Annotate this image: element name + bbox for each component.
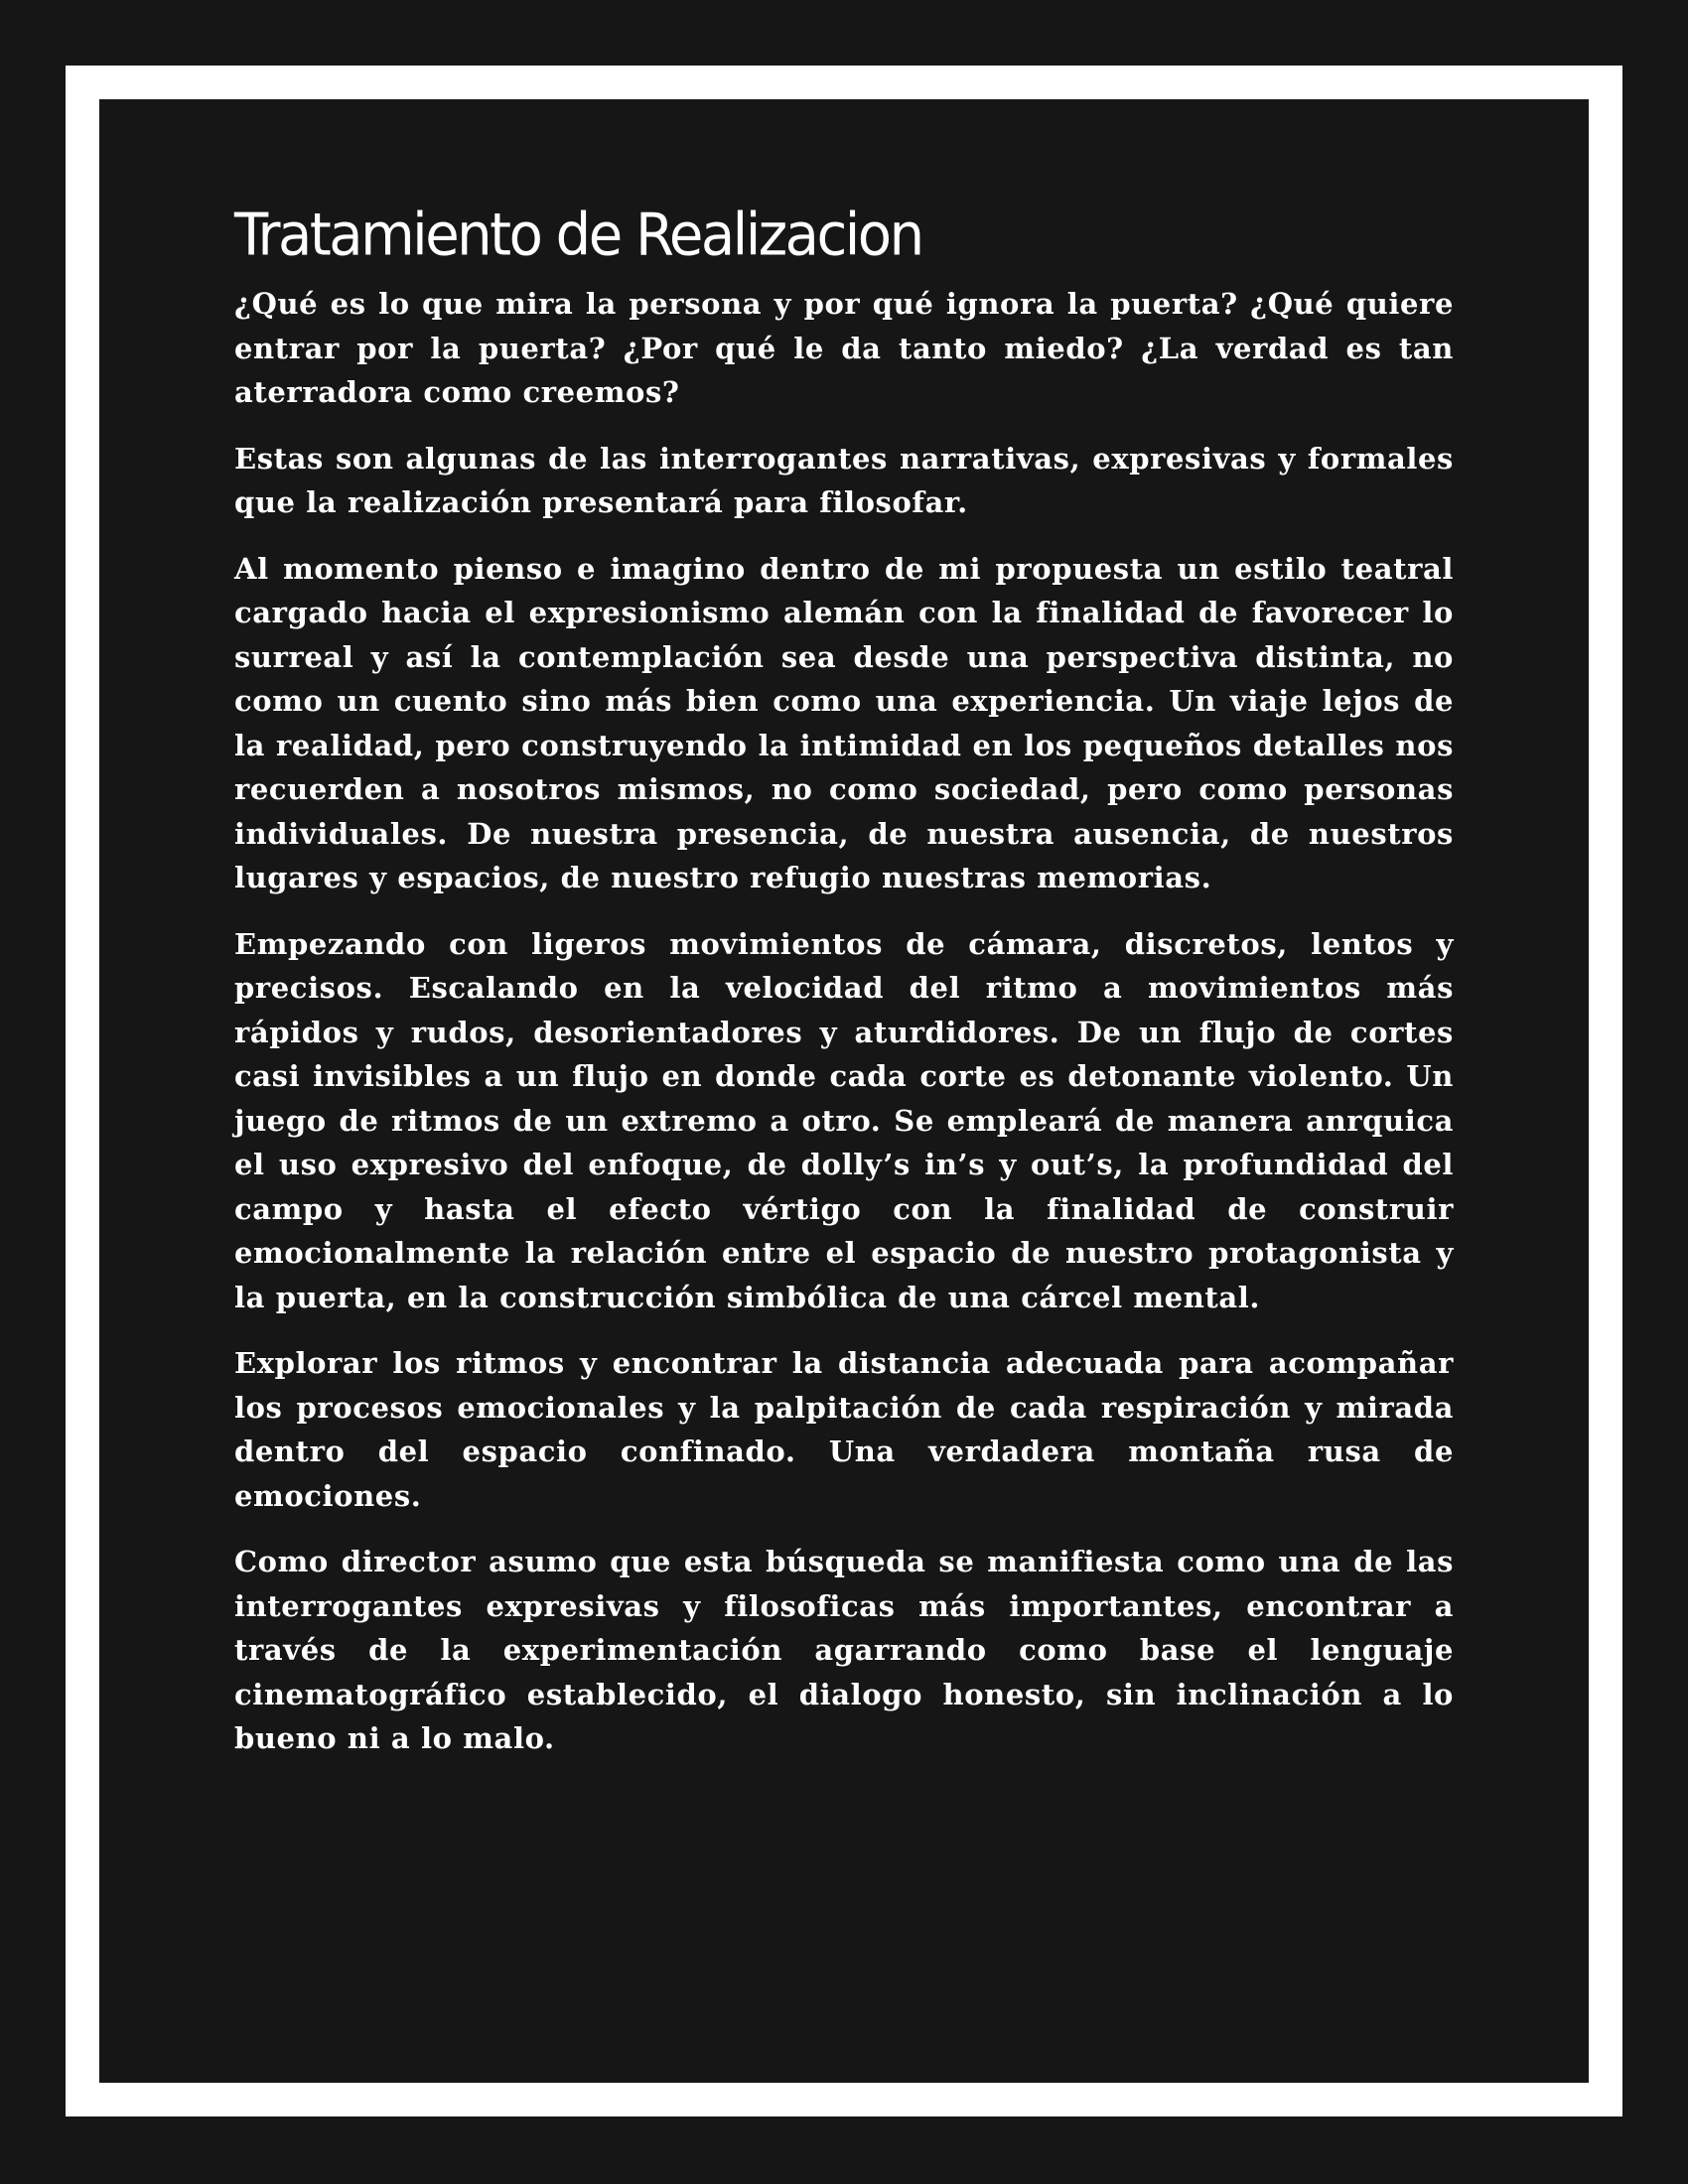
paragraph-movimientos-camara: Empezando con ligeros movimientos de cámara, discretos, lentos y precisos. Escalando en la velocidad del ritmo a movimientos más rápidos y rudos, desorientadores y aturdidores. De un flujo de cortes casi invisibles a un flujo en donde cada corte es detonante violento. Un juego de ritmos de un extremo a otro. Se empleará de manera anrquica el uso expresivo del enfoque, de dolly’s in’s y out’s, la profundidad del campo y hasta el efecto vértigo con la finalidad de construir emocionalmente la relación entre el espacio de nuestro protagonista y la puerta, en la construcción simbólica de una cárcel mental.	[234, 926, 1454, 1314]
dark-panel	[99, 99, 1589, 2083]
document-body	[234, 199, 1454, 1783]
document-title: Tratamiento de Realizacion	[234, 202, 922, 270]
paragraph-interrogantes: Estas son algunas de las interrogantes narrativas, expresivas y formales que la realización presentará para filosofar.	[234, 441, 1454, 519]
paragraph-questions: ¿Qué es lo que mira la persona y por qué ignora la puerta? ¿Qué quiere entrar por la puerta? ¿Por qué le da tanto miedo? ¿La verdad es tan aterradora como creemos?	[234, 287, 1454, 409]
paragraph-estilo-teatral: Al momento pienso e imagino dentro de mi propuesta un estilo teatral cargado hacia el expresionismo alemán con la finalidad de favorecer lo surreal y así la contemplación sea desde una perspectiva distinta, no como un cuento sino más bien como una experiencia. Un viaje lejos de la realidad, pero construyendo la intimidad en los pequeños detalles nos recuerden a nosotros mismos, no como sociedad, pero como personas individuales. De nuestra presencia, de nuestra ausencia, de nuestros lugares y espacios, de nuestro refugio nuestras memorias.	[234, 551, 1454, 894]
paragraph-director: Como director asumo que esta búsqueda se manifiesta como una de las interrogantes expresivas y filosoficas más importantes, encontrar a través de la experimentación agarrando como base el lenguaje cinematográfico establecido, el dialogo honesto, sin inclinación a lo bueno ni a lo malo.	[234, 1545, 1454, 1755]
white-border-frame	[66, 66, 1622, 2116]
paragraph-ritmos: Explorar los ritmos y encontrar la distancia adecuada para acompañar los procesos emocionales y la palpitación de cada respiración y mirada dentro del espacio confinado. Una verdadera montaña rusa de emociones.	[234, 1346, 1454, 1513]
